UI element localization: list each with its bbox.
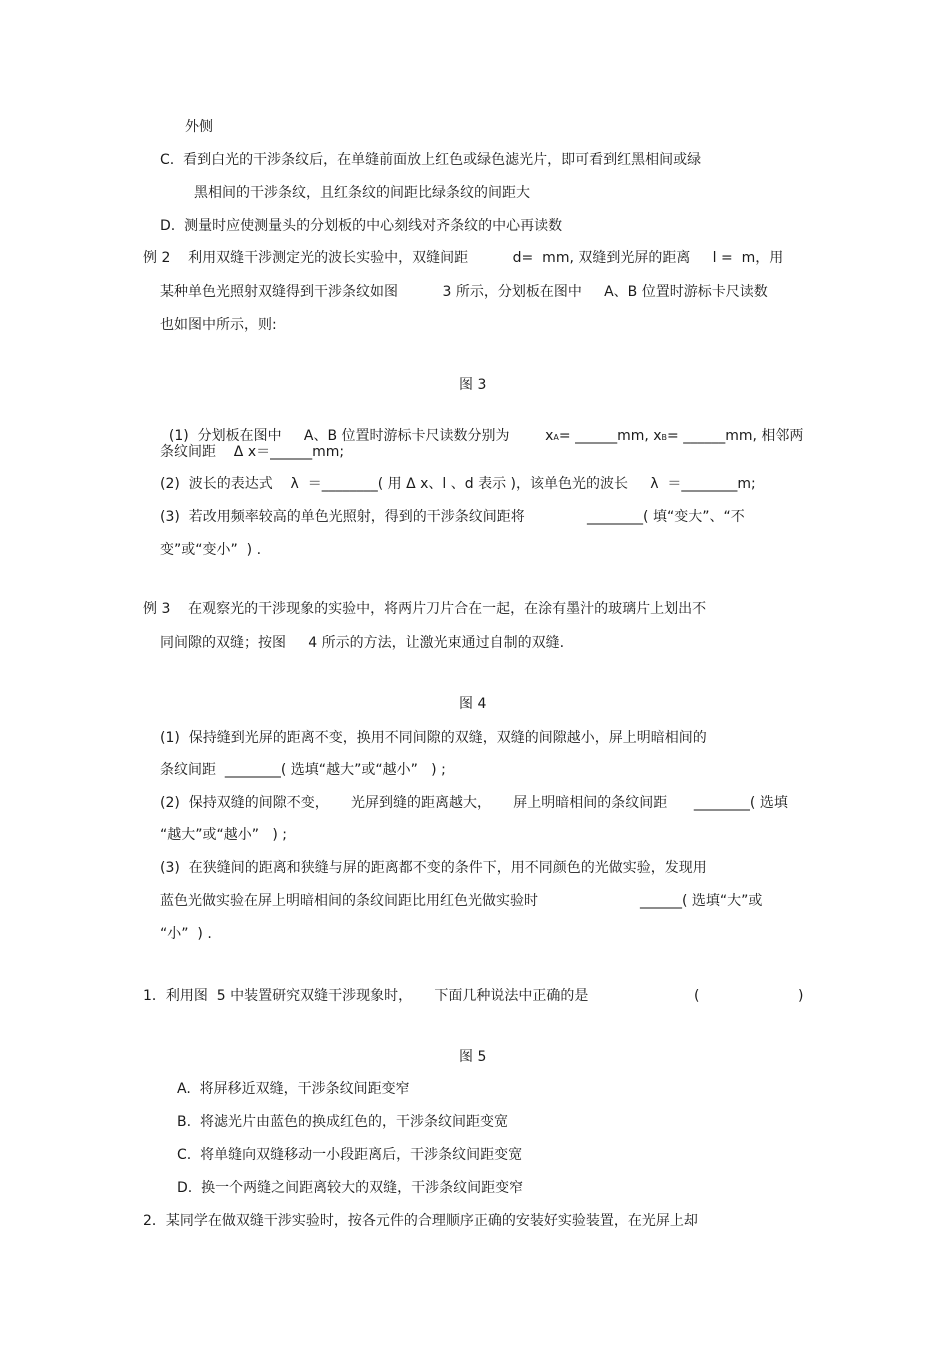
text-line: 变”或“变小” ) . [160, 542, 262, 558]
subscript: B [661, 433, 668, 442]
text-line: 某种单色光照射双缝得到干涉条纹如图 3 所示，分划板在图中 A、B 位置时游标卡尺读数 [160, 284, 768, 300]
text-line: 条纹间距 ________( 选填“越大”或“越小” ) ; [160, 762, 446, 778]
answer-paren-close: ) [798, 988, 804, 1004]
question-1 [160, 409, 803, 447]
figure-caption: 图 3 [459, 377, 487, 393]
question-2: (2) 波长的表达式 λ ＝________( 用 Δ x、l 、d 表示 )，该单色光的波长 λ ＝________m; [160, 476, 756, 492]
text-line: 也如图中所示，则: [160, 317, 277, 333]
text-line: 同间隙的双缝；按图 4 所示的方法，让激光束通过自制的双缝. [160, 635, 565, 651]
option-d: D. 测量时应使测量头的分划板的中心刻线对齐条纹的中心再读数 [160, 218, 563, 234]
text-line: “越大”或“越小” ) ; [160, 827, 287, 843]
text-line: 外侧 [185, 119, 213, 135]
text-segment: = ______mm, 相邻两 [667, 428, 804, 444]
problem-1: 1．利用图 5 中装置研究双缝干涉现象时， 下面几种说法中正确的是 [143, 988, 589, 1004]
text-segment: (1) 分划板在图中 A、B 位置时游标卡尺读数分别为 x [168, 428, 554, 444]
question-3: (3) 若改用频率较高的单色光照射，得到的干涉条纹间距将 ________( 填“变大”、“不 [160, 509, 745, 525]
option-b: B. 将滤光片由蓝色的换成红色的，干涉条纹间距变宽 [177, 1114, 508, 1130]
answer-paren-open: ( [694, 988, 700, 1004]
text-line: 黑相间的干涉条纹，且红条纹的间距比绿条纹的间距大 [194, 185, 530, 201]
example-3-heading: 例 3 在观察光的干涉现象的实验中，将两片刀片合在一起，在涂有墨汁的玻璃片上划出不 [143, 601, 707, 617]
text-line: 条纹间距 Δ x＝______mm; [160, 444, 345, 460]
option-c: C. 看到白光的干涉条纹后，在单缝前面放上红色或绿色滤光片，即可看到红黑相间或绿 [160, 152, 702, 168]
text-segment: = ______mm, x [558, 428, 662, 444]
question-2: (2) 保持双缝的间隙不变， 光屏到缝的距离越大， 屏上明暗相间的条纹间距 ________( 选填 [160, 795, 788, 811]
question-3: (3) 在狭缝间的距离和狭缝与屏的距离都不变的条件下，用不同颜色的光做实验，发现用 [160, 860, 707, 876]
text-line: ______( 选填“大”或 [640, 893, 763, 909]
problem-2: 2．某同学在做双缝干涉实验时，按各元件的合理顺序正确的安装好实验装置，在光屏上却 [143, 1213, 698, 1229]
question-1: (1) 保持缝到光屏的距离不变，换用不同间隙的双缝，双缝的间隙越小，屏上明暗相间的 [160, 730, 707, 746]
figure-caption: 图 4 [459, 696, 487, 712]
text-line: 蓝色光做实验在屏上明暗相间的条纹间距比用红色光做实验时 [160, 893, 538, 909]
text-line: “小” ) . [160, 926, 212, 942]
option-c: C. 将单缝向双缝移动一小段距离后，干涉条纹间距变宽 [177, 1147, 523, 1163]
option-a: A. 将屏移近双缝，干涉条纹间距变窄 [177, 1081, 410, 1097]
figure-caption: 图 5 [459, 1049, 487, 1065]
option-d: D. 换一个两缝之间距离较大的双缝，干涉条纹间距变窄 [177, 1180, 524, 1196]
subscript: A [553, 433, 559, 442]
example-2-heading: 例 2 利用双缝干涉测定光的波长实验中，双缝间距 d= mm, 双缝到光屏的距离 l = m，用 [143, 250, 784, 266]
